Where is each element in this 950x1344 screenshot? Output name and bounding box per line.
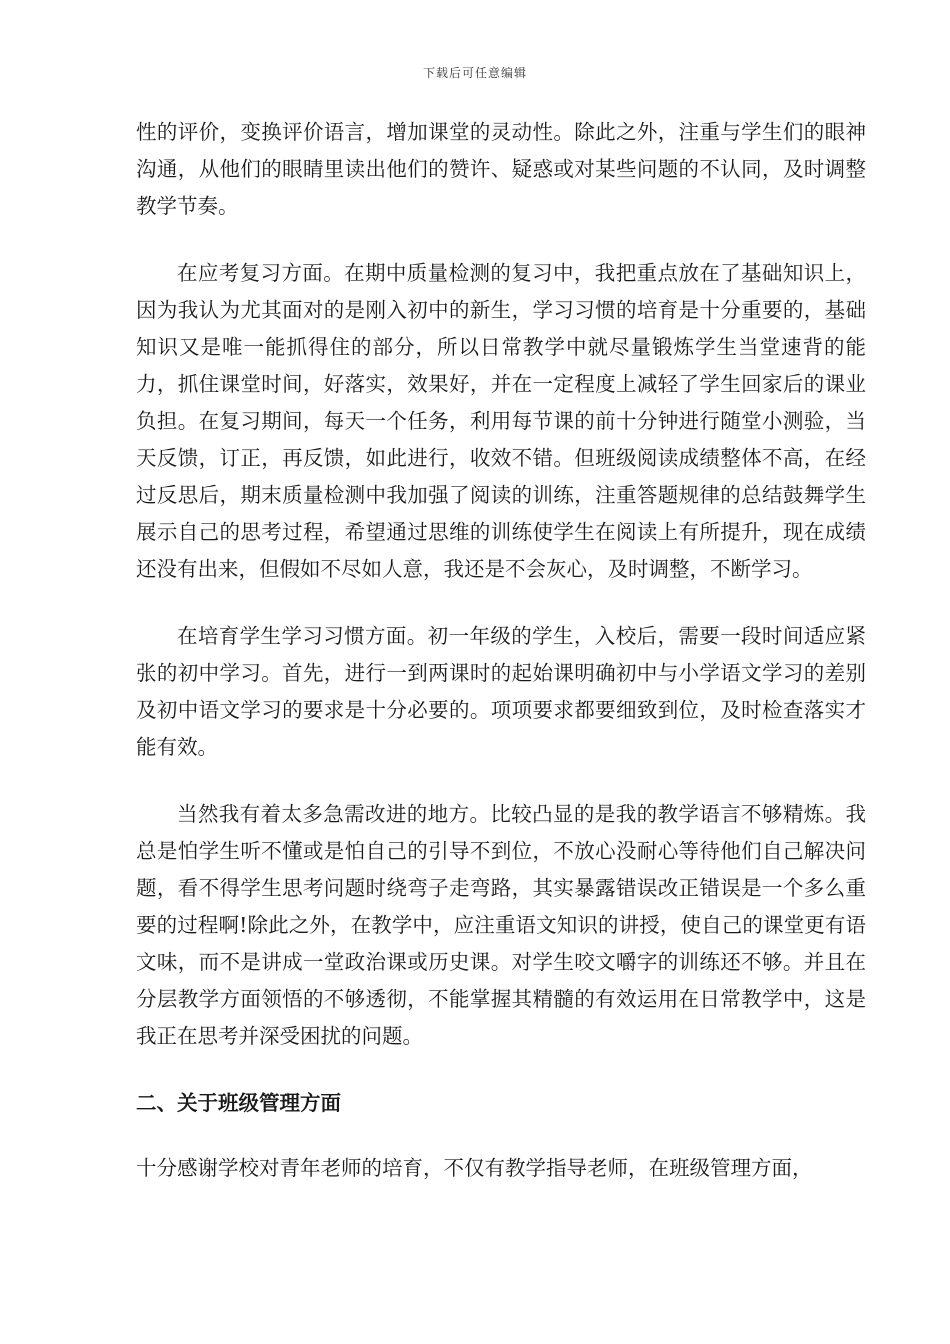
document-body [136, 114, 866, 1217]
paragraph-continuation: 性的评价，变换评价语言，增加课堂的灵动性。除此之外，注重与学生们的眼神沟通，从他们的眼睛里读出他们的赞许、疑惑或对某些问题的不认同，及时调整教学节奏。 [136, 120, 866, 218]
paragraph-exam-review: 在应考复习方面。在期中质量检测的复习中，我把重点放在了基础知识上，因为我认为尤其面对的是刚入初中的新生，学习习惯的培育是十分重要的，基础知识又是唯一能抓得住的部分，所以日常教学中就尽量锻炼学生当堂速背的能力，抓住课堂时间，好落实，效果好，并在一定程度上减轻了学生回家后的课业负担。在复习期间，每天一个任务，利用每节课的前十分钟进行随堂小测验，当天反馈，订正，再反馈，如此进行，收效不错。但班级阅读成绩整体不高，在经过反思后，期末质量检测中我加强了阅读的训练，注重答题规律的总结鼓舞学生展示自己的思考过程，希望通过思维的训练使学生在阅读上有所提升，现在成绩还没有出来，但假如不尽如人意，我还是不会灰心，及时调整，不断学习。 [136, 261, 866, 581]
paragraph-improvements: 当然我有着太多急需改进的地方。比较凸显的是我的教学语言不够精炼。我总是怕学生听不懂或是怕自己的引导不到位，不放心没耐心等待他们自己解决问题，看不得学生思考问题时绕弯子走弯路，其实暴露错误改正错误是一个多么重要的过程啊!除此之外，在教学中，应注重语文知识的讲授，使自己的课堂更有语文味，而不是讲成一堂政治课或历史课。对学生咬文嚼字的训练还不够。并且在分层教学方面领悟的不够透彻，不能掌握其精髓的有效运用在日常教学中，这是我正在思考并深受困扰的问题。 [136, 802, 866, 1048]
paragraph-study-habits: 在培育学生学习习惯方面。初一年级的学生，入校后，需要一段时间适应紧张的初中学习。首先，进行一到两课时的起始课明确初中与小学语文学习的差别及初中语文学习的要求是十分必要的。项项要求都要细致到位，及时检查落实才能有效。 [136, 624, 866, 759]
section-heading: 二、关于班级管理方面 [136, 1091, 341, 1115]
paragraph-class-management: 十分感谢学校对青年老师的培育，不仅有教学指导老师，在班级管理方面， [136, 1156, 813, 1180]
page-header: 下载后可任意编辑 [422, 66, 527, 80]
